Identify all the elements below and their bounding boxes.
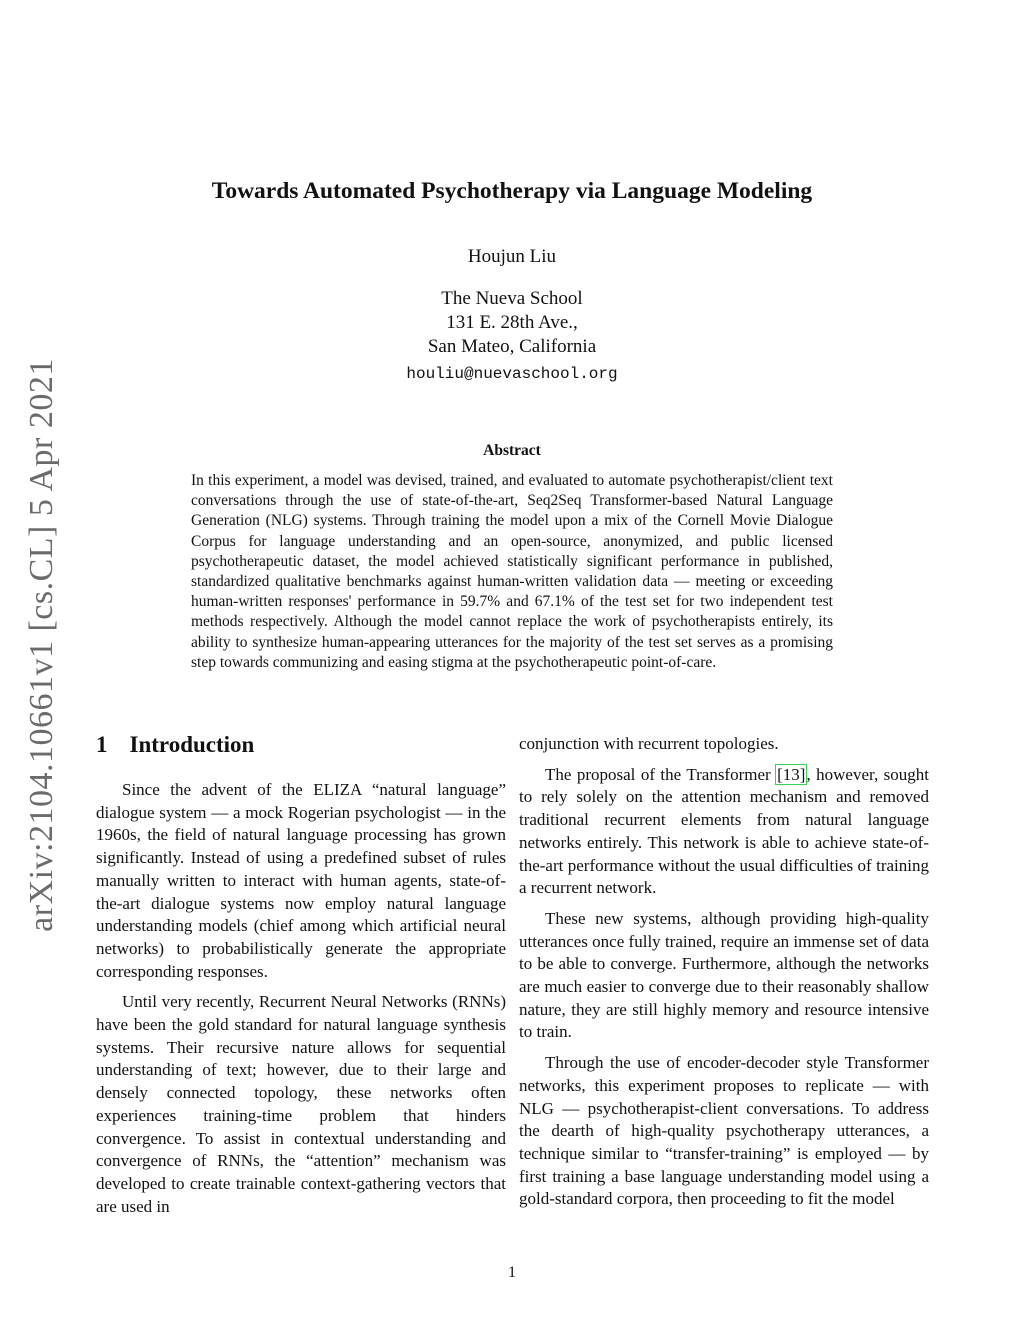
- paragraph-continuation: conjunction with recurrent topologies.: [519, 734, 779, 753]
- paper-title: Towards Automated Psychotherapy via Language Modeling: [211, 178, 813, 204]
- author-email: houliu@nuevaschool.org: [406, 365, 618, 383]
- arxiv-id-label: arXiv:2104.10661v1 [cs.CL] 5 Apr 2021: [23, 358, 60, 932]
- abstract-heading: Abstract: [483, 442, 541, 459]
- author-name: Houjun Liu: [467, 246, 557, 267]
- section-number: 1: [96, 732, 108, 757]
- section-heading: [96, 732, 254, 758]
- paragraph-text: , however, sought to rely solely on the attention mechanism and removed traditional recurrent elements from natural language networks entirely. This network is able to achieve state-of-the-art performance without the usual difficulties of training a recurrent network.: [519, 764, 930, 898]
- citation-link[interactable]: [13]: [777, 764, 806, 784]
- affiliation-line: The Nueva School: [441, 288, 583, 309]
- left-column: [96, 779, 506, 1226]
- paragraph-text: The proposal of the Transformer: [545, 764, 777, 784]
- paragraph: These new systems, although providing high-quality utterances once fully trained, require an immense set of data to be able to converge. Furthermore, although the networks are much easier to converge due to their reasonably shallow nature, they are still highly memory and resource intensive to train.: [519, 908, 929, 1042]
- abstract-body: In this experiment, a model was devised, trained, and evaluated to automate psychotherapist/client text conversations through the use of state-of-the-art, Seq2Seq Transformer-based Natural Language Generation (NLG) systems. Through training the model upon a mix of the Cornell Movie Dialogue Corpus for language understanding and an open-source, anonymized, and public licensed psychotherapeutic dataset, the model achieved statistically significant performance in published, standardized qualitative benchmarks against human-written validation data — meeting or exceeding human-written responses' performance in 59.7% and 67.1% of the test set for two independent test methods respectively. Although the model cannot replace the work of psychotherapists entirely, its ability to synthesize human-appearing utterances for the majority of the test set serves as a promising step towards communizing and easing stigma at the psychotherapeutic point-of-care.: [191, 472, 833, 671]
- affiliation-line: San Mateo, California: [427, 336, 597, 357]
- paragraph: Since the advent of the ELIZA “natural language” dialogue system — a mock Rogerian psychologist — in the 1960s, the field of natural language processing has grown significantly. Instead of using a predefined subset of rules manually written to interact with human agents, state-of-the-art dialogue systems now employ natural language understanding models (chief among which artificial neural networks) to probabilistically generate the appropriate corresponding responses.: [96, 780, 506, 981]
- section-title: Introduction: [129, 732, 255, 757]
- page-number: 1: [508, 1264, 516, 1281]
- affiliation-line: 131 E. 28th Ave.,: [446, 312, 578, 333]
- right-column: [519, 733, 929, 1219]
- paragraph: Until very recently, Recurrent Neural Networks (RNNs) have been the gold standard for natural language synthesis systems. Their recursive nature allows for sequential understanding of text; however, due to their large and densely connected topology, these networks often experiences training-time problem that hinders convergence. To assist in contextual understanding and convergence of RNNs, the “attention” mechanism was developed to create trainable context-gathering vectors that are used in: [96, 992, 506, 1216]
- affiliation-block: [0, 287, 1024, 359]
- paragraph: [519, 764, 929, 900]
- paragraph: Through the use of encoder-decoder style Transformer networks, this experiment proposes to replicate — with NLG — psychotherapist-client conversations. To address the dearth of high-quality psychotherapy utterances, a technique similar to “transfer-training” is employed — by first training a base language understanding model using a gold-standard corpora, then proceeding to fit the model: [519, 1053, 929, 1209]
